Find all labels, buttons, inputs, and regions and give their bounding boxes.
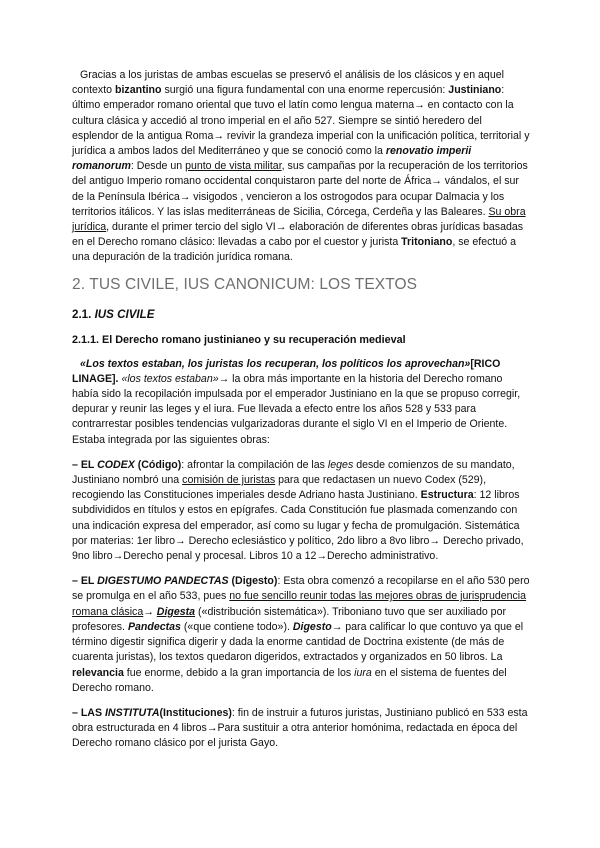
intro-paragraph — [72, 68, 530, 266]
text-run: («que contiene todo»). — [180, 620, 293, 633]
text-run: en el sistema de fuentes del Derecho romano. — [72, 666, 507, 694]
bold-term: Tritoniano — [401, 236, 453, 249]
italic-term: iura — [354, 666, 372, 679]
text-run: , durante el primer tercio del siglo VI→ elaboración de diferentes obras jurídicas basadas en el Derecho romano clásico: llevadas a cabo por el cuestor y jurista — [72, 221, 524, 249]
text-run: («distribución sistemática»). Triboniano tuvo que ser auxiliado por profesores. — [72, 605, 506, 633]
section-heading: 2. TUS CIVILE, IUS CANONICUM: LOS TEXTOS — [72, 275, 418, 293]
bold-term: – EL — [72, 458, 98, 471]
underlined-text: no fue sencillo reunir todas las mejores obras de jurisprudencia romana clásica — [72, 590, 527, 618]
bold-term: (Instituciones) — [159, 706, 232, 719]
digest-paragraph — [72, 574, 530, 696]
quote-text: «Los textos estaban, los juristas los recuperan, los políticos los aprovechan» — [80, 357, 471, 370]
text-run: : Desde un — [130, 160, 186, 173]
heading-number: 2.1. — [72, 307, 95, 321]
bold-italic-term: CODEX — [97, 458, 135, 471]
bold-term: – LAS — [72, 706, 105, 719]
bold-italic-term: Digesto — [292, 620, 332, 633]
bold-term: bizantino — [115, 84, 162, 97]
bold-term: (Código) — [134, 458, 182, 471]
bold-term: Justiniano — [448, 84, 502, 97]
text-run: : fin de instruir a futuros juristas, Justiniano publicó en 533 esta obra estructurada en 4 libros→Para sustituir a otra anterior homónima, redactada en época del Derecho romano clásico por el jurista Gayo. — [72, 706, 528, 750]
underlined-text: comisión de juristas — [182, 474, 276, 487]
bold-italic-term: renovatio imperii romanorum — [72, 145, 472, 173]
text-run: para que redactasen un nuevo Codex (529), recogiendo las Constituciones imperiales desde Adriano hasta Justiniano. — [72, 474, 487, 502]
text-run: : afrontar la compilación de las — [181, 458, 328, 471]
bold-term: Estructura — [420, 489, 474, 502]
heading-text: IUS CIVILE — [94, 307, 155, 321]
bold-italic-term: INSTITUTA — [104, 706, 160, 719]
citation: [RICO LINAGE]. — [72, 357, 501, 385]
text-run: : 12 libros subdivididos en títulos y estos en epígrafes. Cada Constitución fue plasmada comenzando con una indicación expresa del emperador, así como su lugar y fecha de promulgación. Sistemática por materias: 1er libro→ Derecho eclesiástico y político, 2do libro a 8vo libro→ Derecho privado, 9no libro→Derecho penal y procesal. Libros 10 a 12→Derecho administrativo. — [72, 489, 524, 563]
text-run: Gracias a los juristas de ambas escuelas se preservó el análisis de los clásicos y en aquel contexto — [72, 69, 504, 97]
subsection-heading — [72, 308, 530, 321]
text-run: , sus campañas por la recuperación de los territorios del antiguo Imperio romano occidental conquistaron parte del norte de África→ vándalos, el sur de la Península Ibérica→ visigodos , vencieron a los ostrogodos para ocupar Dalmacia y los territorios itálicos. Y las islas mediterráneas de Sicilia, Córcega, Cerdeña y las Baleares. — [72, 160, 528, 218]
text-run: fue enorme, debido a la gran importancia de los — [123, 666, 355, 679]
bold-italic-term: Pandectas — [127, 620, 181, 633]
text-run: : último emperador romano oriental que tuvo el latín como lengua materna→ en contacto con la cultura clásica y accedió al trono imperial en el año 527. Siempre se sintió heredero del esplendor de la antigua Roma→ revivir la grandeza imperial con la unificación política, territorial y jurídica a ambos lados del Mediterráneo y que se conoció como la — [72, 84, 530, 158]
bold-term: – EL — [72, 575, 98, 588]
italic-quote: «los textos estaban» — [121, 372, 219, 385]
quote-paragraph — [72, 357, 530, 448]
bold-term: (Digesto) — [228, 575, 278, 588]
underlined-text: Su obra jurídica — [72, 205, 526, 234]
text-run: desde comienzos de su mandato, Justiniano nombró una — [72, 458, 515, 487]
text-run: → la obra más importante en la historia del Derecho romano había sido la recopilación impulsada por el emperador Justiniano en la que se propuso corregir, depurar y reunir las leges y el iura. Fue llevada a efecto entre los años 528 y 533 para contrarrestar posibles tendencias vulgarizadoras durante el siglo VI en el Imperio de Oriente. Estaba integrada por las siguientes obras: — [72, 372, 521, 446]
text-run: , se efectuó a una depuración de la tradición jurídica romana. — [72, 236, 516, 264]
bold-term: relevancia — [72, 666, 124, 679]
underlined-text: punto de vista militar — [185, 160, 282, 173]
text-run: → para calificar lo que contuvo ya que el término digestir significa digerir y dada la enorme cantidad de Doctrina existente (de más de cuarenta juristas), los textos quedaron digeridos, extractados y organizados en 50 libros. La — [72, 620, 524, 664]
text-run: : Esta obra comenzó a recopilarse en el año 530 pero se promulga en el año 533, pues — [72, 575, 530, 603]
instituta-paragraph — [72, 706, 530, 752]
underlined-bold-italic-term: Digesta — [156, 605, 196, 618]
bold-italic-term: DIGESTUMO PANDECTAS — [97, 575, 229, 588]
subsubsection-heading: 2.1.1. El Derecho romano justinianeo y su recuperación medieval — [72, 333, 406, 346]
text-run: surgió una figura fundamental con una enorme repercusión: — [161, 84, 449, 97]
codex-paragraph — [72, 458, 530, 564]
italic-term: leges — [327, 458, 354, 471]
text-run: → — [143, 605, 157, 618]
